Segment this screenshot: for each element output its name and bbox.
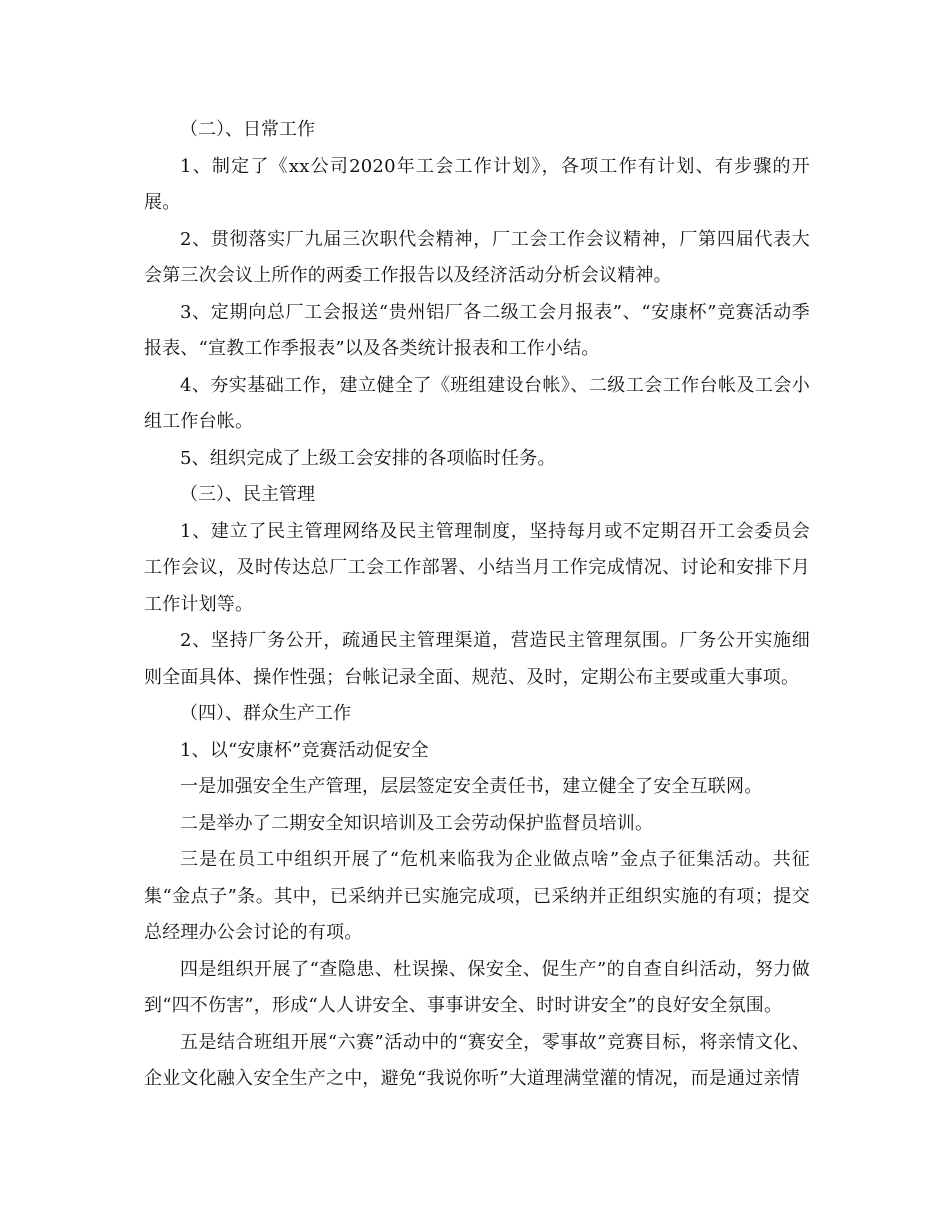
document-page (144, 112, 810, 1098)
paragraph-management-system: 1、建立了民主管理网络及民主管理制度，坚持每月或不定期召开工会委员会工作会议，及时传达总厂工会工作部署、小结当月工作完成情况、讨论和安排下月工作计划等。 (144, 520, 810, 615)
paragraph-ledgers: 4、夯实基础工作，建立健全了《班组建设台帐》、二级工会工作台帐及工会小组工作台帐。 (144, 374, 810, 432)
paragraph-reports: 3、定期向总厂工会报送“贵州铝厂各二级工会月报表”、“安康杯”竞赛活动季报表、“宣教工作季报表”以及各类统计报表和工作小结。 (144, 301, 810, 359)
paragraph-point-one: 一是加强安全生产管理，层层签定安全责任书，建立健全了安全互联网。 (180, 776, 763, 797)
paragraph-point-five: 五是结合班组开展“六赛”活动中的“赛安全，零事故”竞赛目标，将亲情文化、企业文化融入安全生产之中，避免“我说你听”大道理满堂灌的情况，而是通过亲情 (144, 1031, 810, 1089)
paragraph-ankang-cup: 1、以“安康杯”竞赛活动促安全 (180, 739, 429, 761)
paragraph-work-plan: 1、制定了《xx公司2020年工会工作计划》，各项工作有计划、有步骤的开展。 (144, 155, 810, 213)
section-heading-democratic-management: （三）、民主管理 (180, 484, 315, 505)
section-heading-daily-work: （二）、日常工作 (180, 119, 315, 140)
section-heading-mass-production: （四）、群众生产工作 (180, 703, 351, 724)
paragraph-temporary-tasks: 5、组织完成了上级工会安排的各项临时任务。 (180, 447, 556, 469)
paragraph-meeting-spirit: 2、贯彻落实厂九届三次职代会精神，厂工会工作会议精神，厂第四届代表大会第三次会议上所作的两委工作报告以及经济活动分析会议精神。 (144, 228, 810, 286)
paragraph-point-three: 三是在员工中组织开展了“危机来临我为企业做点啥”金点子征集活动。共征集“金点子”条。其中，已采纳并已实施完成项，已采纳并正组织实施的有项；提交总经理办公会讨论的有项。 (144, 849, 810, 943)
paragraph-point-two: 二是举办了二期安全知识培训及工会劳动保护监督员培训。 (180, 812, 654, 834)
paragraph-factory-affairs: 2、坚持厂务公开，疏通民主管理渠道，营造民主管理氛围。厂务公开实施细则全面具体、操作性强；台帐记录全面、规范、及时，定期公布主要或重大事项。 (144, 630, 810, 688)
paragraph-point-four: 四是组织开展了“查隐患、杜误操、保安全、促生产”的自查自纠活动，努力做到“四不伤害”，形成“人人讲安全、事事讲安全、时时讲安全”的良好安全氛围。 (144, 958, 810, 1016)
